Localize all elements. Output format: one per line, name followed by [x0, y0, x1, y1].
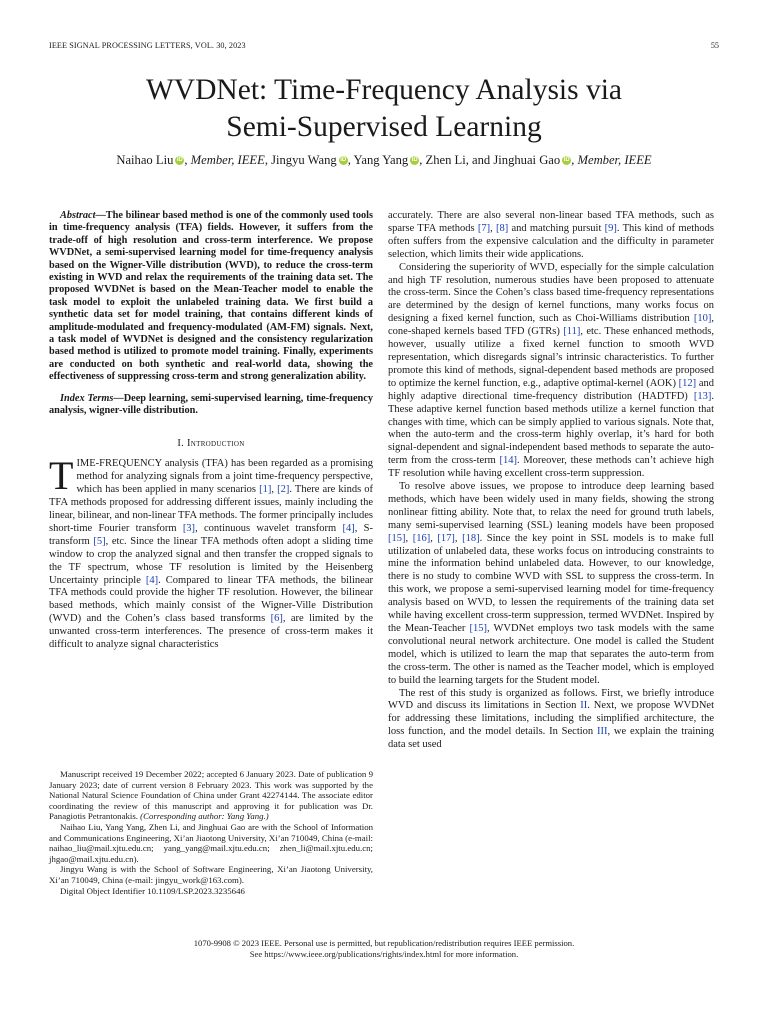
seg: To resolve above issues, we propose to introduce deep learning based methods, which have been widely used in many fields, showing the strong nonlinear fitting ability. Note that, to relax the need for ground truth labels, many semi-supervised learning (SSL) leaning models have been proposed: [388, 481, 714, 531]
orcid-icon[interactable]: iD: [411, 157, 418, 163]
paragraph: [388, 210, 714, 262]
seg: (Corresponding author: Yang Yang.): [140, 811, 269, 822]
seg: and matching pursuit: [508, 222, 605, 234]
seg: . This kind of methods often suffers from the expensive calculation and the difficulty in parameter selection, which limits their wide applications.: [388, 222, 714, 260]
membership: , Member, IEEE: [571, 153, 652, 167]
seg: , continuous wavelet transform: [195, 522, 343, 534]
seg: ,: [271, 484, 278, 496]
citation-link[interactable]: [10]: [693, 313, 712, 325]
author-name: , Jingyu Wang: [264, 153, 337, 167]
section-link[interactable]: II: [580, 700, 588, 712]
membership: , Member, IEEE: [184, 153, 265, 167]
copyright-footer: [0, 938, 768, 960]
footnote-paragraph: [49, 769, 373, 822]
seg: . Next, we propose WVDNet for addressing these limitations, including the simplified architecture, the loss function, and the model details. In Section: [388, 700, 714, 738]
seg: ,: [490, 222, 496, 234]
citation-link[interactable]: [16]: [412, 532, 431, 544]
seg: . Since the key point in SSL models is to make full utilization of unlabeled data, these works focus on introducing constraints to mine the information behind unlabeled data. However, to our knowledge, there is no study to combine WVD with SSL to suppress the cross-term. In this work, we propose a semi-supervised learning model for time-frequency analysis based on WVD, to lessen the requirements of the training data set while having excellent cross-term suppression, termed WVDNet. Inspired by the Mean-Teacher: [388, 532, 715, 634]
citation-link[interactable]: [13]: [693, 390, 712, 402]
seg: , etc. Since the linear TFA methods often adopt a sliding time window to crop the analyzed signal and then transfer the cropped signals to the TF spectrum, whose TF resolution is limited by the Heisenberg Uncertainty principle: [49, 535, 373, 586]
left-column: [49, 210, 373, 652]
page-number: 55: [710, 41, 719, 50]
index-terms: [49, 393, 373, 418]
copyright-line: 1070-9908 © 2023 IEEE. Personal use is permitted, but republication/redistribution requires IEEE permission.: [193, 938, 575, 948]
paragraph: [49, 453, 374, 652]
citation-link[interactable]: [1]: [259, 484, 272, 496]
citation-link[interactable]: [4]: [145, 574, 159, 586]
section-link[interactable]: III: [596, 726, 608, 738]
seg: ,: [430, 532, 438, 544]
footnote: [49, 769, 373, 896]
seg: . Compared to linear TFA methods, the bilinear TFA methods could provide the higher TF resolution. However, the bilinear based methods, which mainly consist of the Wigner-Ville Distribution (WVD) and the Cohen’s class based transforms: [49, 574, 373, 625]
index-terms-label: Index Terms: [60, 392, 114, 404]
citation-link[interactable]: [17]: [437, 532, 455, 544]
citation-link[interactable]: [8]: [495, 222, 509, 234]
citation-link[interactable]: [18]: [462, 532, 480, 544]
seg: , S-transform: [49, 522, 373, 547]
seg: ,: [454, 532, 463, 544]
citation-link[interactable]: [5]: [93, 535, 106, 547]
seg: , are limited by the unwanted cross-term interferences. The presence of cross-term makes it difficult to analyze signal characteristics: [49, 613, 373, 651]
title-line-1: WVDNet: Time-Frequency Analysis via: [145, 74, 623, 106]
citation-link[interactable]: [2]: [277, 484, 290, 496]
citation-link[interactable]: [12]: [678, 377, 697, 389]
rights-link[interactable]: See https://www.ieee.org/publications/rights/index.html for more information.: [249, 949, 519, 959]
seg: Considering the superiority of WVD, especially for the simple calculation and high TF resolution, numerous studies have been proposed to attenuate the cross-term. Since the Cohen’s class based time-frequency representations are determined by the design of kernel functions, many works focus on designing a fixed kernel function, such as Choi-Williams distribution: [388, 261, 714, 325]
footnote-paragraph: Jingyu Wang is with the School of Software Engineering, Xi’an Jiaotong University, Xi’an 710049, China (e-mail: jingyu_work@163.com).: [49, 864, 373, 885]
citation-link[interactable]: [4]: [342, 522, 355, 534]
seg: accurately. There are also several non-linear based TFA methods, such as sparse TFA methods: [388, 210, 714, 234]
seg: . Moreover, these methods can’t achieve high TF resolution while having excellent cross-term suppression.: [388, 455, 714, 480]
abstract-text: —The bilinear based method is one of the commonly used tools in time-frequency analysis (TFA) fields. However, it suffers from the trade-off of high resolution and cross-term interference. We propose WVDNet, a semi-supervised learning model for time-frequency analysis based on the Wigner-Ville distribution (WVD), to reduce the cross-term existing in WVD and relax the requirements of the training data set. The proposed WVDNet is based on the Mean-Teacher model to enable the task model to exploit the unlabeled training data. We first build a synthetic data set for model training, that contains different kinds of amplitude-modulated and frequency-modulated (AM-FM) signals. Next, a task model of WVDNet is designed and the consistency regularization based method is utilized to promote model training. Finally, experiments are conducted on both synthetic and real-world data, showing the effectiveness of suppressing cross-term and strong generalization ability.: [49, 210, 373, 383]
seg: , we explain the training data set used: [388, 726, 714, 751]
seg: , etc. These enhanced methods, however, usually utilize a fixed kernel function to smooth WVD representation, which disregards signal’s intrinsic characteristics. To further promote this kind of methods, signal-dependent based methods are proposed to optimize the kernel function, e.g., adaptive optimal-kernel (AOK): [388, 326, 714, 389]
dropcap: T: [49, 453, 74, 499]
orcid-icon[interactable]: iD: [563, 157, 570, 163]
citation-link[interactable]: [3]: [182, 522, 196, 534]
title-line-2: Semi-Supervised Learning: [226, 111, 542, 143]
abstract: [49, 210, 373, 384]
author-name: Naihao Liu: [116, 153, 174, 167]
citation-link[interactable]: [7]: [477, 222, 491, 234]
citation-link[interactable]: [11]: [563, 326, 581, 338]
seg: , cone-shaped kernels based TFD (GTRs): [388, 313, 714, 338]
footnote-paragraph: Naihao Liu, Yang Yang, Zhen Li, and Jinghuai Gao are with the School of Information and Communications Engineering, Xi’an Jiaotong University, Xi’an 710049, China (e-mail: naihao_liu@mail.xjtu.edu.cn; yang_yang@mail.xjtu.edu.cn; zhen_li@mail.xjtu.edu.cn; jhgao@mail.xjtu.edu.cn).: [49, 821, 373, 864]
section-heading: I. Introduction: [177, 437, 245, 449]
right-column: [388, 210, 714, 752]
citation-link[interactable]: [15]: [388, 532, 406, 544]
abstract-label: Abstract: [60, 210, 96, 221]
orcid-icon[interactable]: iD: [340, 157, 347, 163]
seg: and highly adaptive directional time-frequency distribution (HADTFD): [388, 377, 714, 402]
paragraph: [388, 481, 714, 688]
footnote-doi: Digital Object Identifier 10.1109/LSP.2023.3235646: [60, 885, 245, 896]
index-terms-text: —Deep learning, semi-supervised learning, time-frequency analysis, wigner-ville distribution.: [49, 392, 373, 417]
seg: ,: [405, 532, 413, 544]
seg: , WVDNet employs two task models with the same convolutional neural network architecture. One model is called the Student model, which is utilized to learn the map that separates the auto-term from the cross-term. The other is named as the Teacher model, which is employed to build the learning targets for the Student model.: [388, 623, 714, 686]
citation-link[interactable]: [14]: [499, 455, 518, 467]
orcid-icon[interactable]: iD: [176, 157, 183, 163]
paragraph: [388, 688, 714, 753]
author-list: [0, 153, 768, 168]
citation-link[interactable]: [15]: [469, 623, 487, 634]
seg: . These adaptive kernel function based methods utilize a kernel function that changes with time, which can be simply applied to various signals. Note that, when the auto-term and the cross-term highly overlap, it’s hard for both signal-dependent and signal-independent based methods to separate the auto-term from the cross-term: [388, 390, 714, 467]
citation-link[interactable]: [9]: [604, 222, 617, 234]
paragraph: [388, 262, 714, 481]
journal-header: IEEE SIGNAL PROCESSING LETTERS, VOL. 30, 2023: [49, 41, 246, 50]
citation-link[interactable]: [6]: [270, 613, 283, 625]
seg: Manuscript received 19 December 2022; accepted 6 January 2023. Date of publication 9 January 2023; date of current version 8 February 2023. This work was supported by the National Natural Science Foundation of China under Grant 42274144. The associate editor coordinating the review of this manuscript and approving it for publication was Dr. Panagiotis Petrantonakis.: [49, 769, 373, 822]
seg: IME-FREQUENCY analysis (TFA) has been regarded as a promising method for analyzing signals from a joint time-frequency perspective, which has been applied in many scenarios: [76, 458, 373, 496]
paper-title: [0, 72, 768, 146]
seg: . There are kinds of TFA methods proposed for addressing different issues, mainly including the linear, bilinear, and non-linear TFA methods. The former principally includes short-time Fourier transform: [49, 484, 374, 534]
author-name: , Yang Yang: [347, 153, 409, 167]
seg: The rest of this study is organized as follows. First, we briefly introduce WVD and discuss its limitations in Section: [388, 687, 714, 712]
author-name: , Zhen Li, and Jinghuai Gao: [419, 153, 561, 167]
